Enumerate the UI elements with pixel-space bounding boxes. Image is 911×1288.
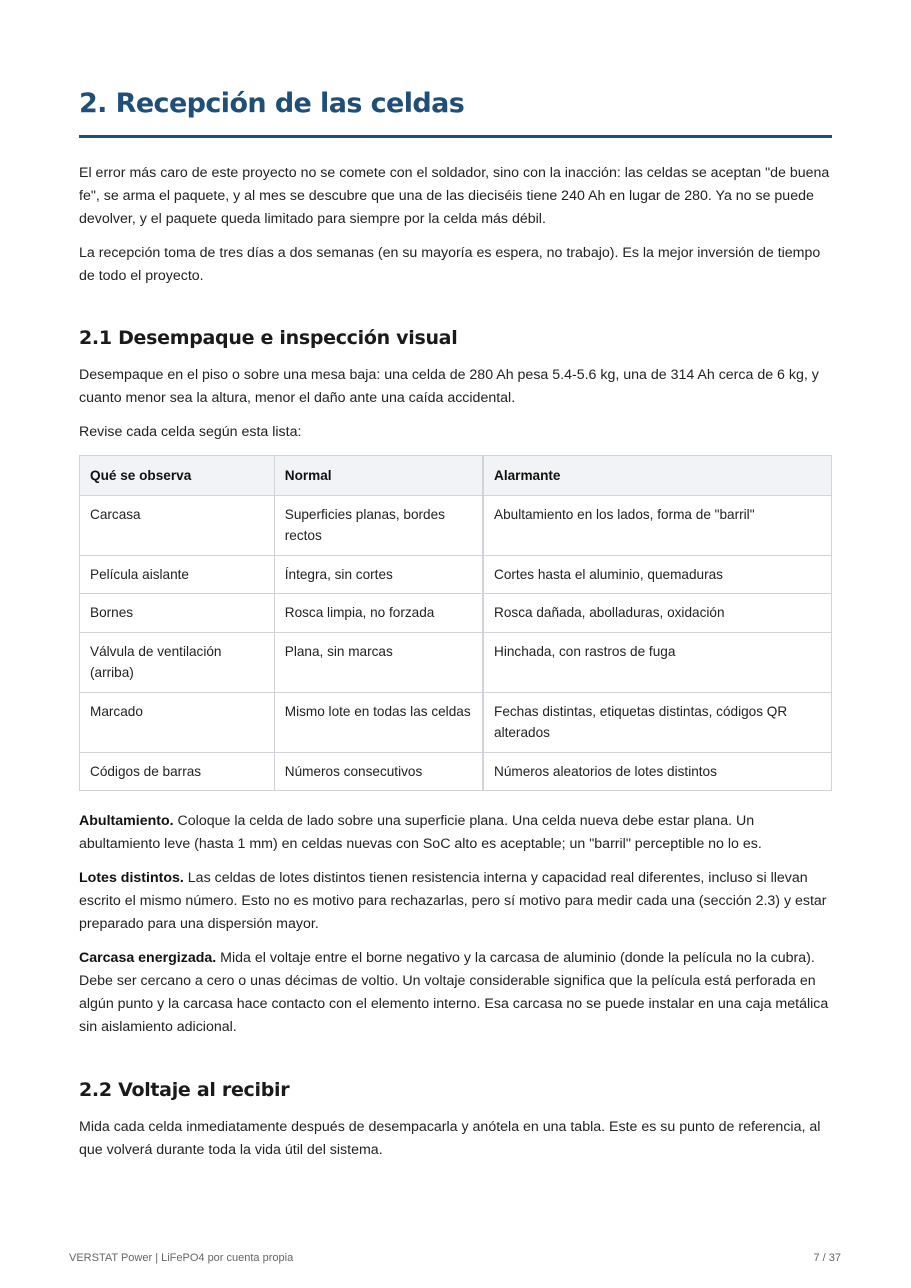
note-text: Mida el voltaje entre el borne negativo y la carcasa de aluminio (donde la película no la cubra). Debe ser cercano a cero o unas décimas de voltio. Un voltaje considerable significa que la película está perforada en algún punto y la carcasa hace contacto con el elemento interno. Esa carcasa no se puede instalar en una caja metálica sin aislamiento adicional. [79, 950, 829, 1035]
table-cell: Cortes hasta el aluminio, quemaduras [483, 555, 831, 594]
table-row [80, 632, 832, 692]
table-header-cell: Alarmante [483, 456, 831, 496]
table-cell: Plana, sin marcas [274, 632, 483, 692]
inspection-table [79, 455, 832, 791]
footer-page-number: 7 / 37 [813, 1252, 841, 1264]
note-bulging [79, 810, 832, 856]
table-row [80, 594, 832, 633]
table-cell: Números consecutivos [274, 752, 483, 791]
table-cell: Superficies planas, bordes rectos [274, 495, 483, 555]
table-cell: Hinchada, con rastros de fuga [483, 632, 831, 692]
intro-paragraph-1: El error más caro de este proyecto no se comete con el soldador, sino con la inacción: las celdas se aceptan "de buena fe", se arma el paquete, y al mes se descubre que una de las dieciséis tiene 240 Ah en lugar de 280. Ya no se puede devolver, y el paquete queda limitado para siempre por la celda más débil. [79, 165, 830, 227]
footer-document-title: VERSTAT Power | LiFePO4 por cuenta propia [69, 1252, 294, 1264]
note-lead: Carcasa energizada. [79, 950, 217, 966]
table-cell: Mismo lote en todas las celdas [274, 692, 483, 752]
table-cell: Marcado [80, 692, 275, 752]
note-text: Las celdas de lotes distintos tienen resistencia interna y capacidad real diferentes, incluso si llevan escrito el mismo número. Esto no es motivo para rechazarlas, pero sí motivo para medir cada una (sección 2.3) y estar preparado para una dispersión mayor. [79, 870, 827, 932]
section-2-1-paragraph-2: Revise cada celda según esta lista: [79, 424, 302, 440]
table-header-row [80, 456, 832, 496]
section-2-2-paragraph-1: Mida cada celda inmediatamente después de desempacarla y anótela en una tabla. Este es su punto de referencia, al que volverá durante toda la vida útil del sistema. [79, 1119, 821, 1158]
table-cell: Carcasa [80, 495, 275, 555]
intro-paragraph-2: La recepción toma de tres días a dos semanas (en su mayoría es espera, no trabajo). Es la mejor inversión de tiempo de todo el proyecto. [79, 245, 821, 284]
table-cell: Códigos de barras [80, 752, 275, 791]
chapter-body [79, 162, 832, 1173]
table-cell: Película aislante [80, 555, 275, 594]
table-cell: Íntegra, sin cortes [274, 555, 483, 594]
note-lead: Abultamiento. [79, 813, 174, 829]
table-cell: Válvula de ventilación (arriba) [80, 632, 275, 692]
table-cell: Bornes [80, 594, 275, 633]
section-2-1-paragraph-1: Desempaque en el piso o sobre una mesa baja: una celda de 280 Ah pesa 5.4-5.6 kg, una de 314 Ah cerca de 6 kg, y cuanto menor sea la altura, menor el daño ante una caída accidental. [79, 367, 819, 406]
note-batches [79, 867, 832, 936]
table-header-cell: Qué se observa [80, 456, 275, 496]
table-cell: Fechas distintas, etiquetas distintas, códigos QR alterados [483, 692, 831, 752]
note-lead: Lotes distintos. [79, 870, 184, 886]
table-cell: Rosca dañada, abolladuras, oxidación [483, 594, 831, 633]
section-2-2-heading: 2.2 Voltaje al recibir [79, 1079, 290, 1101]
table-header-cell: Normal [274, 456, 483, 496]
section-2-1-heading: 2.1 Desempaque e inspección visual [79, 327, 458, 349]
table-cell: Rosca limpia, no forzada [274, 594, 483, 633]
table-row [80, 495, 832, 555]
table-row [80, 752, 832, 791]
title-divider [79, 135, 832, 138]
note-text: Coloque la celda de lado sobre una superficie plana. Una celda nueva debe estar plana. Un abultamiento leve (hasta 1 mm) en celdas nuevas con SoC alto es aceptable; un "barril" perceptible no lo es. [79, 813, 762, 852]
table-cell: Abultamiento en los lados, forma de "barril" [483, 495, 831, 555]
note-energized-case [79, 947, 832, 1039]
table-row [80, 555, 832, 594]
table-cell: Números aleatorios de lotes distintos [483, 752, 831, 791]
table-row [80, 692, 832, 752]
chapter-title: 2. Recepción de las celdas [79, 88, 465, 119]
